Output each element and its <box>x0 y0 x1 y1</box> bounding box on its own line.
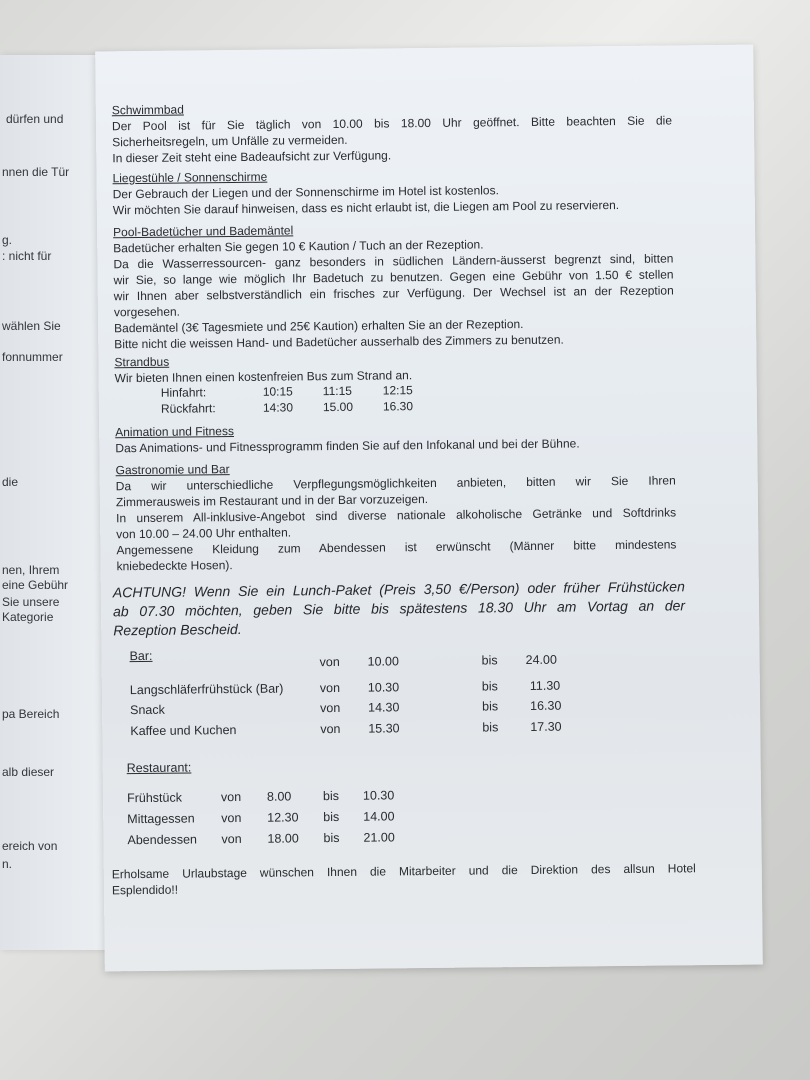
section-heading: Liegestühle / Sonnenschirme <box>112 169 268 186</box>
bus-time: 15.00 <box>322 399 354 415</box>
time-from: 10.30 <box>367 680 400 695</box>
restaurant-item-name: Frühstück <box>126 790 182 806</box>
time-from: 18.00 <box>267 831 299 846</box>
text-line: Der Pool ist für Sie täglich von 10.00 bis 18.00 Uhr geöffnet. Bitte beachten Sie die <box>111 113 673 134</box>
bis-label: bis <box>322 788 340 804</box>
left-fragment: eine Gebühr <box>2 578 69 592</box>
text-line: Da die Wasserressourcen- ganz besonders in südlichen Ländern-äusserst begrenzt sind, bitten <box>113 251 674 272</box>
section-gastronomie <box>116 457 677 574</box>
text-line: Das Animations- und Fitnessprogramm finden Sie auf den Infokanal und bei der Bühne. <box>115 436 580 456</box>
bus-time: 14:30 <box>262 400 294 415</box>
section-strandbus <box>114 349 675 418</box>
left-fragment: g. <box>2 233 13 247</box>
text-line: Angemessene Kleidung zum Abendessen ist erwünscht (Männer bitte mindestens <box>116 537 677 558</box>
time-to: 16.30 <box>530 698 562 713</box>
left-fragment: n. <box>2 857 13 871</box>
bis-label: bis <box>323 830 340 846</box>
left-fragment: ereich von <box>2 839 58 853</box>
attention-line: Rezeption Bescheid. <box>113 620 242 639</box>
text-line: Der Gebrauch der Liegen und der Sonnenschirme im Hotel ist kostenlos. <box>112 183 499 202</box>
text-line: Wir bieten Ihnen einen kostenfreien Bus zum Strand an. <box>114 368 413 386</box>
time-to: 21.00 <box>363 830 395 845</box>
section-heading: Animation und Fitness <box>115 424 234 440</box>
time-to: 11.30 <box>529 678 561 693</box>
section-schwimmbad <box>112 97 673 166</box>
attention-line: ACHTUNG! Wenn Sie ein Lunch-Paket (Preis 3,50 €/Person) oder früher Frühstücken <box>112 578 685 601</box>
time-to: 10.30 <box>362 788 395 803</box>
left-fragment: Sie unsere <box>2 595 60 609</box>
bar-item-name: Kaffee und Kuchen <box>130 723 237 739</box>
text-line: kniebedeckte Hosen). <box>116 558 233 574</box>
von-label: von <box>320 700 341 716</box>
time-from: 15.30 <box>368 721 400 736</box>
von-label: von <box>319 680 341 696</box>
time-from: 8.00 <box>266 789 292 804</box>
bus-time: 11:15 <box>322 383 352 399</box>
text-line: In unserem All-inklusive-Angebot sind diverse nationale alkoholische Getränke und Softdrinks <box>116 505 677 526</box>
bar-item-name: Snack <box>130 702 165 718</box>
bus-time: 10:15 <box>262 384 293 399</box>
time-from: 14.30 <box>368 700 400 715</box>
time-from: 12.30 <box>267 810 299 825</box>
text-line: Badetücher erhalten Sie gegen 10 € Kaution / Tuch an der Rezeption. <box>113 237 484 256</box>
attention-notice <box>113 577 686 640</box>
text-line: vorgesehen. <box>113 304 181 320</box>
section-liegestuehle <box>112 165 672 218</box>
time-to: 24.00 <box>525 652 557 667</box>
left-page <box>0 55 108 950</box>
section-heading: Strandbus <box>114 354 170 370</box>
von-label: von <box>221 831 242 847</box>
closing-text <box>112 860 696 898</box>
bis-label: bis <box>482 699 499 714</box>
closing-line: Erholsame Urlaubstage wünschen Ihnen die Mitarbeiter und die Direktion des allsun Hotel <box>111 861 696 882</box>
text-line: Bitte nicht die weissen Hand- und Badetücher ausserhalb des Zimmers zu benutzen. <box>114 332 564 352</box>
bar-table <box>129 644 610 749</box>
time-to: 17.30 <box>530 719 562 734</box>
left-fragment: alb dieser <box>2 765 55 779</box>
bar-item-name: Langschläferfrühstück (Bar) <box>129 681 284 698</box>
bar-heading: Bar: <box>129 648 153 664</box>
restaurant-heading: Restaurant: <box>126 760 192 776</box>
left-fragment: nnen die Tür <box>2 165 70 179</box>
time-from: 10.00 <box>367 654 399 669</box>
text-line: Da wir unterschiedliche Verpflegungsmöglichkeiten anbieten, bitten wir Sie Ihren <box>115 473 676 494</box>
attention-line: ab 07.30 möchten, geben Sie bitte bis spätestens 18.30 Uhr am Vortag an der <box>112 597 686 620</box>
von-label: von <box>220 789 242 805</box>
text-line: Wir möchten Sie darauf hinweisen, dass es nicht erlaubt ist, die Liegen am Pool zu reservieren. <box>112 197 620 218</box>
text-line: Bademäntel (3€ Tagesmiete und 25€ Kaution) erhalten Sie an der Rezeption. <box>114 317 524 336</box>
restaurant-item-name: Abendessen <box>127 832 198 848</box>
info-sheet <box>95 45 763 972</box>
bis-label: bis <box>481 653 498 668</box>
left-fragment: fonnummer <box>2 350 63 364</box>
restaurant-item-name: Mittagessen <box>127 811 195 827</box>
section-heading: Gastronomie und Bar <box>115 462 230 478</box>
bus-time: 12:15 <box>382 383 413 398</box>
left-fragment: pa Bereich <box>2 707 60 721</box>
closing-line: Esplendido!! <box>111 882 179 898</box>
text-line: In dieser Zeit steht eine Badeaufsicht zur Verfügung. <box>112 148 392 166</box>
section-animation <box>115 419 675 456</box>
text-line: von 10.00 – 24.00 Uhr enthalten. <box>116 525 292 542</box>
time-to: 14.00 <box>363 809 395 824</box>
left-fragment: Kategorie <box>2 610 54 624</box>
text-line: Sicherheitsregeln, um Unfälle zu vermeiden. <box>112 132 348 150</box>
text-line: wir Ihnen aber selbstverständlich ein frisches zur Verfügung. Der Wechsel ist an der Rezeption <box>113 283 674 304</box>
bis-label: bis <box>482 720 499 735</box>
bis-label: bis <box>323 809 340 825</box>
section-heading: Pool-Badetücher und Bademäntel <box>113 223 294 240</box>
left-fragment: dürfen und <box>6 112 64 126</box>
section-badetuecher <box>113 219 674 352</box>
section-heading: Schwimmbad <box>111 102 184 118</box>
left-fragment: wählen Sie <box>2 319 61 333</box>
text-line: Zimmerausweis im Restaurant und in der Bar vorzuzeigen. <box>115 492 429 510</box>
left-fragment: nen, Ihrem <box>2 563 60 577</box>
left-fragment: : nicht für <box>2 249 52 263</box>
left-fragment: die <box>2 475 19 489</box>
bus-label: Hinfahrt: <box>160 385 207 400</box>
von-label: von <box>320 721 341 737</box>
text-line: wir Sie, so lange wie möglich Ihr Badetuch zu benutzen. Gegen eine Gebühr von 1.50 € stellen <box>113 267 674 288</box>
bus-time: 16.30 <box>382 399 414 414</box>
von-label: von <box>319 654 340 670</box>
bus-label: Rückfahrt: <box>160 401 216 416</box>
bis-label: bis <box>481 679 498 694</box>
von-label: von <box>221 810 242 826</box>
restaurant-table <box>127 758 428 851</box>
